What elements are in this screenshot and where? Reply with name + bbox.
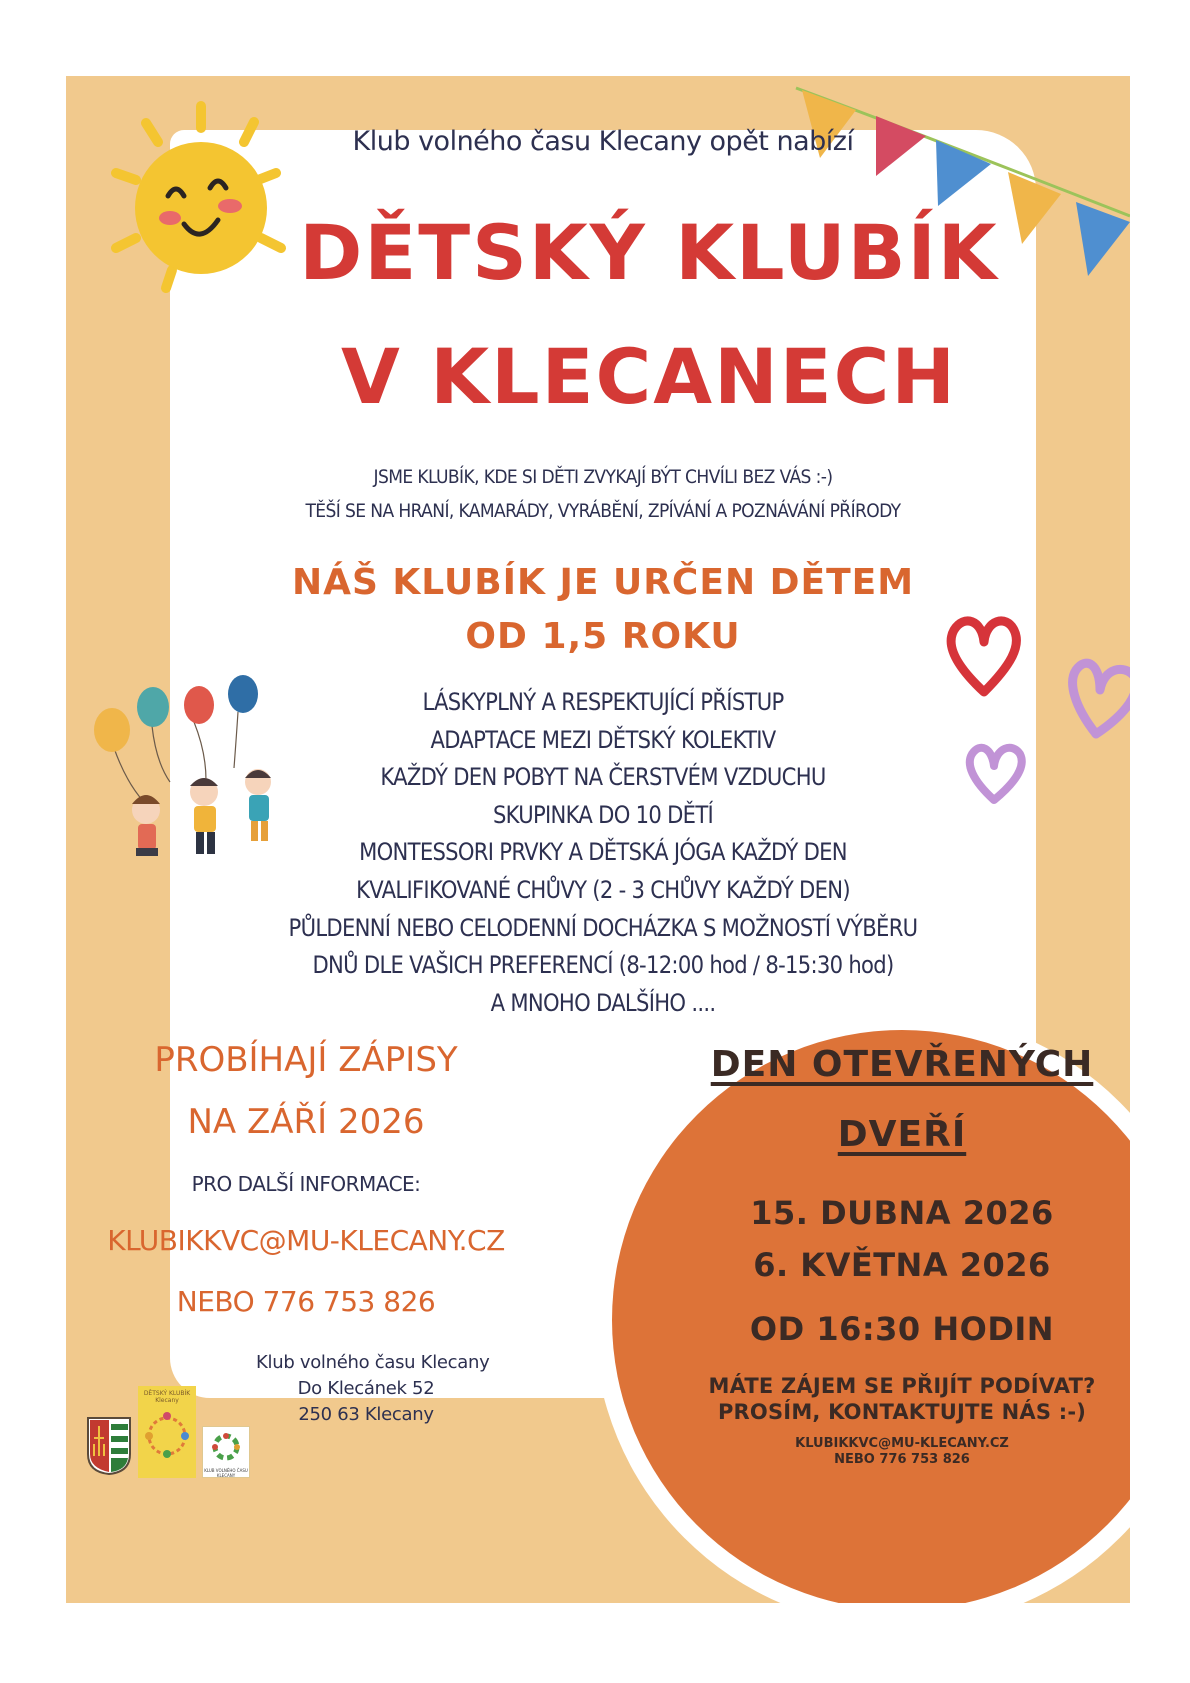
audience-line2: OD 1,5 ROKU <box>465 616 741 657</box>
feature-item: DNŮ DLE VAŠICH PREFERENCÍ (8-12:00 hod / 8-15:30 hod) <box>312 951 894 980</box>
contact-phone[interactable]: NEBO 776 753 826 <box>176 1285 436 1318</box>
features-list <box>170 684 1036 1022</box>
feature-item: LÁSKYPLNÝ A RESPEKTUJÍCÍ PŘÍSTUP <box>422 688 784 716</box>
feature-item: KVALIFIKOVANÉ CHŮVY (2 - 3 CHŮVY KAŽDÝ DEN) <box>356 875 850 904</box>
poster-panel <box>66 76 1130 1603</box>
open-day-time: OD 16:30 HODIN <box>749 1310 1055 1348</box>
info-label: PRO DALŠÍ INFORMACE: <box>191 1172 421 1196</box>
feature-item: MONTESSORI PRVKY A DĚTSKÁ JÓGA KAŽDÝ DEN <box>359 838 847 867</box>
page-title-line1: DĚTSKÝ KLUBÍK <box>299 208 999 297</box>
page-title-line2: V KLECANECH <box>340 332 957 421</box>
feature-item: KAŽDÝ DEN POBYT NA ČERSTVÉM VZDUCHU <box>380 763 826 792</box>
contact-email-link[interactable]: KLUBIKKVC@MU-KLECANY.CZ <box>107 1224 505 1257</box>
organizer-kicker: Klub volného času Klecany opět nabízí <box>352 126 854 157</box>
intro-line1: JSME KLUBÍK, KDE SI DĚTI ZVYKAJÍ BÝT CHVÍLI BEZ VÁS :-) <box>373 466 833 488</box>
feature-item: A MNOHO DALŠÍHO .... <box>490 988 716 1017</box>
open-day-title-line2: DVEŘÍ <box>837 1114 967 1155</box>
open-day-contact-prompt: PROSÍM, KONTAKTUJTE NÁS :-) <box>717 1400 1087 1424</box>
address-street: Do Klecánek 52 <box>297 1378 435 1399</box>
address-org: Klub volného času Klecany <box>256 1352 490 1373</box>
detsky-klubik-logo: DĚTSKÝ KLUBÍK Klecany <box>138 1386 196 1478</box>
kvc-ring-icon <box>206 1430 246 1464</box>
feature-item: SKUPINKA DO 10 DĚTÍ <box>492 800 714 829</box>
address-city: 250 63 Klecany <box>298 1404 434 1425</box>
feature-item: ADAPTACE MEZI DĚTSKÝ KOLEKTIV <box>430 725 776 754</box>
open-day-date-1: 15. DUBNA 2026 <box>750 1194 1054 1232</box>
audience-line1: NÁŠ KLUBÍK JE URČEN DĚTEM <box>291 562 915 603</box>
purple-heart-icon <box>1066 646 1130 742</box>
children-circle-icon <box>142 1404 192 1464</box>
open-day-email-link[interactable]: KLUBIKKVC@MU-KLECANY.CZ <box>795 1436 1009 1451</box>
open-day-question: MÁTE ZÁJEM SE PŘIJÍT PODÍVAT? <box>708 1374 1096 1398</box>
kvc-klecany-logo: KLUB VOLNÉHO ČASU KLECANY <box>202 1426 250 1478</box>
enrollment-heading-line2: NA ZÁŘÍ 2026 <box>187 1102 425 1142</box>
feature-item: PŮLDENNÍ NEBO CELODENNÍ DOCHÁZKA S MOŽNOSTÍ VÝBĚRU <box>288 913 918 942</box>
klecany-coat-of-arms-icon <box>86 1416 132 1476</box>
intro-line2: TĚŠÍ SE NA HRANÍ, KAMARÁDY, VYRÁBĚNÍ, ZPÍVÁNÍ A POZNÁVÁNÍ PŘÍRODY <box>305 500 901 522</box>
open-day-date-2: 6. KVĚTNA 2026 <box>753 1246 1051 1284</box>
open-day-phone[interactable]: NEBO 776 753 826 <box>834 1452 970 1467</box>
enrollment-heading-line1: PROBÍHAJÍ ZÁPISY <box>154 1040 458 1080</box>
open-day-title-line1: DEN OTEVŘENÝCH <box>710 1044 1094 1085</box>
